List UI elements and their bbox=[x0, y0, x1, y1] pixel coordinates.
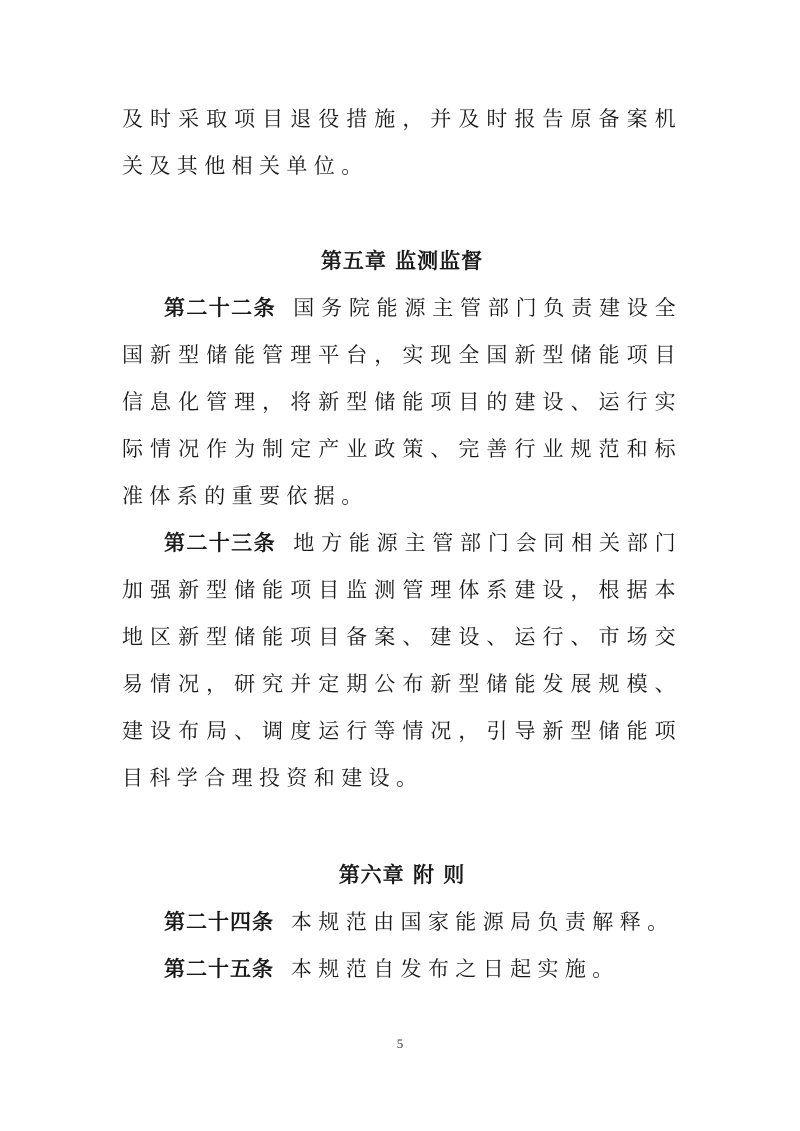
article-22-text: 国务院能源主管部门负责建设全国新型储能管理平台，实现全国新型储能项目信息化管理，将新型储能项目的建设、运行实际情况作为制定产业政策、完善行业规范和标准体系的重要依据。 bbox=[122, 296, 683, 508]
article-24-number: 第二十四条 bbox=[164, 910, 274, 934]
article-23 bbox=[122, 520, 682, 802]
article-24 bbox=[122, 899, 682, 946]
article-23-number: 第二十三条 bbox=[164, 531, 276, 555]
article-22 bbox=[122, 285, 682, 520]
article-25 bbox=[122, 946, 682, 993]
chapter-6-title: 第六章 附 则 bbox=[338, 863, 466, 887]
intro-paragraph: 及时采取项目退役措施，并及时报告原备案机关及其他相关单位。 bbox=[122, 107, 682, 178]
article-24-text: 本规范由国家能源局负责解释。 bbox=[290, 910, 675, 934]
article-23-text: 地方能源主管部门会同相关部门加强新型储能项目监测管理体系建设，根据本地区新型储能项目备案、建设、运行、市场交易情况，研究并定期公布新型储能发展规模、建设布局、调度运行等情况，引导新型储能项目科学合理投资和建设。 bbox=[122, 531, 683, 790]
article-25-number: 第二十五条 bbox=[164, 957, 274, 981]
chapter-5-title: 第五章 监测监督 bbox=[320, 249, 484, 273]
article-25-text: 本规范自发布之日起实施。 bbox=[290, 957, 620, 981]
article-22-number: 第二十二条 bbox=[164, 296, 276, 320]
page-body bbox=[122, 96, 682, 993]
page-number: 5 bbox=[396, 1036, 404, 1051]
